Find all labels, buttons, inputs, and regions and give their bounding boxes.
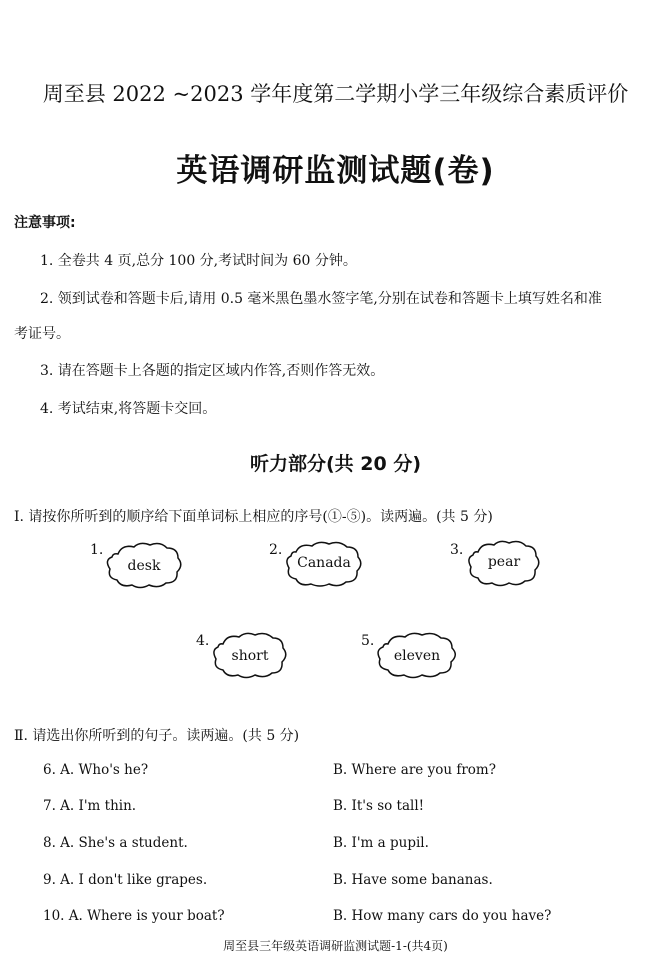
question-8-option-a: 8. A. She's a student.: [43, 835, 188, 851]
cloud-word-2: Canada: [297, 555, 351, 571]
question-8-option-b: B. I'm a pupil.: [333, 835, 429, 851]
question-6-option-b: B. Where are you from?: [333, 762, 496, 778]
notice-item-3: 3. 请在答题卡上各题的指定区域内作答,否则作答无效。: [40, 363, 385, 379]
question-7-option-b: B. It's so tall!: [333, 798, 425, 814]
word-cloud-3: [466, 538, 542, 588]
question-10-option-a: 10. A. Where is your boat?: [43, 908, 225, 924]
exam-header-title: 周至县 2022 ~2023 学年度第二学期小学三年级综合素质评价: [42, 82, 629, 106]
cloud-word-4: short: [231, 648, 269, 664]
part1-instruction: I. 请按你所听到的顺序给下面单词标上相应的序号(①-⑤)。读两遍。(共 5 分): [14, 509, 493, 525]
word-number-2: 2.: [269, 542, 283, 558]
exam-subject-title: 英语调研监测试题(卷): [176, 153, 495, 189]
cloud-word-1: desk: [127, 558, 161, 574]
listening-section-title: 听力部分(共 20 分): [249, 453, 422, 475]
question-9-option-a: 9. A. I don't like grapes.: [43, 872, 208, 888]
question-10-option-b: B. How many cars do you have?: [333, 908, 552, 924]
page-footer: 周至县三年级英语调研监测试题-1-(共4页): [223, 939, 448, 953]
word-number-5: 5.: [361, 633, 375, 649]
word-cloud-4: [211, 630, 289, 680]
word-cloud-1: [104, 540, 184, 590]
question-7-option-a: 7. A. I'm thin.: [43, 798, 137, 814]
question-9-option-b: B. Have some bananas.: [333, 872, 493, 888]
word-number-1: 1.: [90, 542, 104, 558]
notice-item-4: 4. 考试结束,将答题卡交回。: [40, 401, 217, 417]
word-number-3: 3.: [450, 542, 464, 558]
notice-item-2: 2. 领到试卷和答题卡后,请用 0.5 毫米黑色墨水签字笔,分别在试卷和答题卡上填写姓名和准: [40, 291, 602, 307]
notice-item-1: 1. 全卷共 4 页,总分 100 分,考试时间为 60 分钟。: [40, 253, 357, 269]
notice-heading: 注意事项:: [14, 215, 76, 231]
question-6-option-a: 6. A. Who's he?: [43, 762, 149, 778]
part2-instruction: Ⅱ. 请选出你所听到的句子。读两遍。(共 5 分): [14, 728, 300, 744]
notice-item-2-continued: 考证号。: [14, 326, 70, 342]
cloud-word-5: eleven: [393, 648, 441, 664]
word-number-4: 4.: [196, 633, 210, 649]
cloud-word-3: pear: [487, 554, 521, 570]
word-cloud-5: [375, 630, 459, 680]
word-cloud-2: [284, 540, 364, 588]
